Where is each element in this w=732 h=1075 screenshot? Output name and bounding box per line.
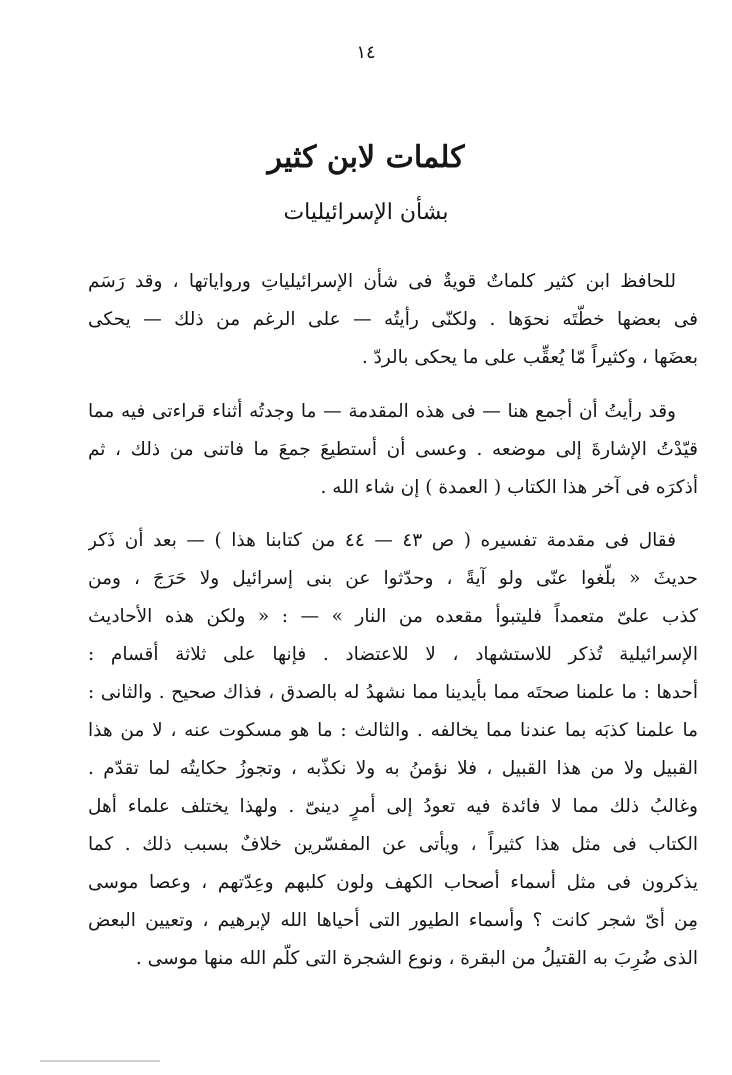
paragraph-1-line-3: بعضَها ، وكثيراً مّا يُعقِّب على ما يحكى بالردّ . bbox=[361, 347, 698, 368]
paragraph-3-line-11: مِن أىّ شجر كانت ؟ وأسماء الطيور التى أحياها الله لإبرهيم ، وتعيين البعض bbox=[88, 910, 698, 931]
paragraph-2-line-1: وقد رأيتُ أن أجمع هنا — فى هذه المقدمة — ما وجدتُه أثناء قراءتى فيه مما bbox=[88, 401, 676, 422]
paragraph-2-line-2: قيّدْتُ الإشارةَ إلى موضعه . وعسى أن أستطيعَ جمعَ ما فاتنى من ذلك ، ثم bbox=[88, 439, 698, 460]
paragraph-3-line-7: القبيل ولا من هذا القبيل ، فلا نؤمنُ به ولا نكذّبه ، وتجوزُ حكايتُه لما تقدّم . bbox=[88, 758, 698, 779]
paragraph-3-line-2: حديثَ « بلّغوا عنّى ولو آيةً ، وحدّثوا عن بنى إسرائيل ولا حَرَجَ ، ومن bbox=[88, 568, 698, 589]
paragraph-1-line-2: فى بعضها خطّتَه نحوَها . ولكنّى رأيتُه — على الرغم من ذلك — يحكى bbox=[88, 309, 698, 330]
page-title: كلمات لابن كثير bbox=[267, 140, 465, 175]
paragraph-2-line-3: أذكرَه فى آخر هذا الكتاب ( العمدة ) إن شاء الله . bbox=[320, 477, 698, 498]
page-number: ١٤ bbox=[356, 42, 376, 63]
paragraph-1-line-1: للحافظ ابن كثير كلماتٌ قويةٌ فى شأن الإسرائيلياتِ ورواياتها ، وقد رَسَم bbox=[88, 271, 676, 292]
paragraph-3-line-5: أحدها : ما علمنا صحتَه مما بأيدينا مما نشهدُ له بالصدق ، فذاك صحيح . والثانى : bbox=[88, 682, 698, 703]
paragraph-3-line-12: الذى ضُرِبَ به القتيلُ من البقرة ، ونوع الشجرة التى كلّم الله منها موسى . bbox=[135, 948, 698, 969]
scan-edge-mark bbox=[40, 1060, 160, 1062]
paragraph-3-line-10: يذكرون فى مثل أسماء أصحاب الكهف ولون كلبهم وعِدّتهم ، وعصا موسى bbox=[88, 872, 698, 893]
paragraph-3-line-9: الكتاب فى مثل هذا كثيراً ، ويأتى عن المفسّرين خلافٌ بسبب ذلك . كما bbox=[88, 834, 698, 855]
paragraph-3-line-6: ما علمنا كذبَه بما عندنا مما يخالفه . والثالث : ما هو مسكوت عنه ، لا من هذا bbox=[88, 720, 698, 741]
page-subtitle: بشأن الإسرائيليات bbox=[283, 200, 449, 225]
paragraph-3-line-8: وغالبُ ذلك مما لا فائدة فيه تعودُ إلى أمرٍ دينىّ . ولهذا يختلف علماء أهل bbox=[88, 796, 698, 817]
paragraph-3-line-4: الإسرائيلية تُذكر للاستشهاد ، لا للاعتضاد . فإنها على ثلاثة أقسام : bbox=[88, 644, 698, 665]
paragraph-3-line-1: فقال فى مقدمة تفسيره ( ص ٤٣ — ٤٤ من كتابنا هذا ) — بعد أن ذَكر bbox=[88, 530, 676, 551]
paragraph-3-line-3: كذب علىّ متعمداً فليتبوأ مقعده من النار » — : « ولكن هذه الأحاديث bbox=[88, 606, 698, 627]
